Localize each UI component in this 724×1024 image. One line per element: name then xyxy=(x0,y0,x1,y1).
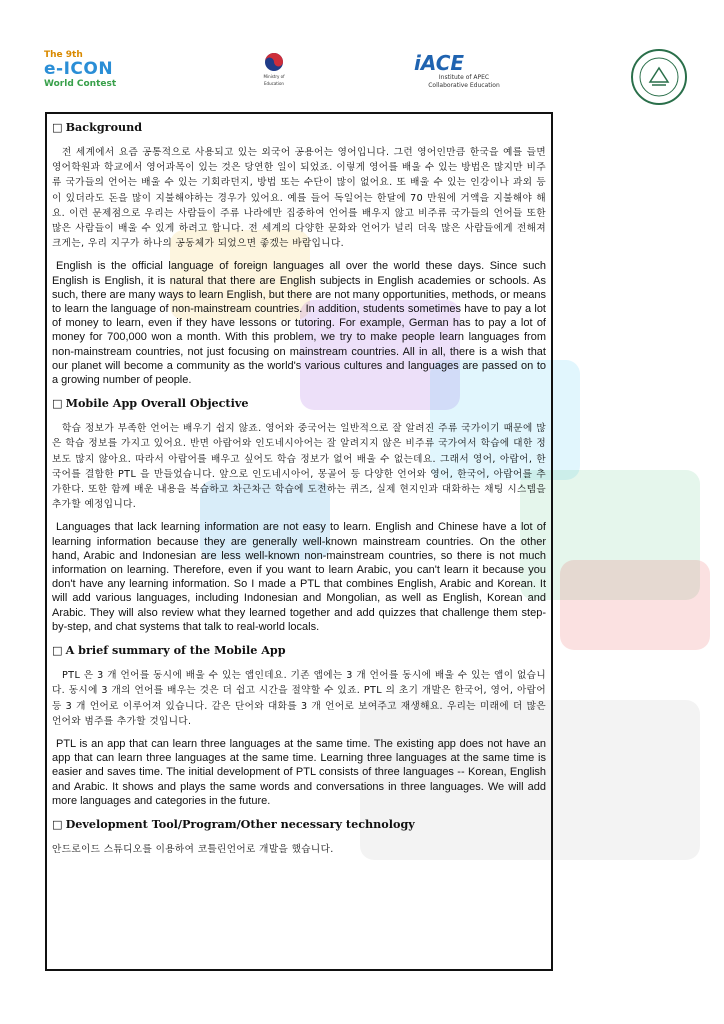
section-title-background xyxy=(52,120,546,135)
section-title-text: Background xyxy=(65,120,143,134)
moe-line1: Ministry of xyxy=(263,74,285,79)
section-title-text: Mobile App Overall Objective xyxy=(65,396,249,411)
iace-logo xyxy=(414,52,514,90)
page-header xyxy=(0,0,724,112)
background-english-text: English is the official language of foreign languages all over the world these days. Since such English is English, it is natural that there are English subjects in English academies or schools. As such, there are many ways to learn English, but there are not many opportunities, methods, or means to learn the language of non-mainstream countries. In addition, students sometimes have to pay a lot of money to learn, even if they have lessons or tutoring. For example, German has to pay a lot of money for 700,000 won a month. With this problem, we try to make people learn languages from non-mainstream countries, not just focusing on mainstream countries. All in all, there is a wish that our planet will become a community as the world's various cultures and languages are passed on to a growing number of people. xyxy=(52,260,546,387)
section-title-objective xyxy=(52,396,546,411)
background-korean-text: 전 세계에서 요즘 공통적으로 사용되고 있는 외국어 공용어는 영어입니다. 그런 영어인만큼 한국을 예를 들면 영어학원과 학교에서 영어과목이 있는 것은 당연한 일이 되었죠. 이렇게 영어를 배울 수 있는 방법은 많지만 비주류 국가들의 언어는 배울 수 있는 기회라던지, 방법 또는 수단이 많이 없어요. 또 배울 수 있는 인강이나 과외 등이 있더라도 돈을 많이 지불해야하는 경우가 있어요. 예를 들어 독일어는 한달에 70 만원에 거액을 지불해야 해요. 이런 문제점으로 우리는 사람들이 주류 나라에만 집중하여 언어를 배우지 않고 비주류 국가들의 언어들 또한 많은 사람들이 배울 수 있게 하려고 합니다. 전 세계의 다양한 문화와 언어가 널리 더욱 많은 사람들에게 전해져 크게는, 우리 지구가 하나의 공동체가 되었으면 좋겠는 바람입니다. xyxy=(52,147,546,250)
econ-logo-sub: World Contest xyxy=(44,79,117,89)
bg-shape xyxy=(560,560,710,650)
bullet-box: □ xyxy=(52,817,63,831)
section-title-dev-tools xyxy=(52,817,546,832)
university-seal-icon xyxy=(630,48,688,106)
iace-line1: Institute of APEC xyxy=(438,74,490,81)
ministry-of-education-logo xyxy=(256,52,292,86)
bullet-box: □ xyxy=(52,121,63,134)
objective-english-text: Languages that lack learning information are not easy to learn. English and Chinese have a lot of learning information because they are generally well-known mainstream countries. On the other hand, Arabic and Indonesian are less well-known non-mainstream countries, so there is not much information on learning. Therefore, even if you want to learn Arabic, you can't learn it because you don't have any learning information. So I made a PTL that combines English, Arabic and Korean. It will add various languages, including Indonesian and Mongolian, as well as English, Korean and Arabic. They will also review what they learned together and add quizzes that challenge them step-by-step, and chat systems that talk to real-world locals. xyxy=(52,521,546,633)
iace-mark: iACE xyxy=(414,51,465,75)
section-title-summary xyxy=(52,643,546,658)
taegeuk-icon xyxy=(264,52,284,72)
dev-tools-korean-text: 안드로이드 스튜디오를 이용하여 코틀린언어로 개발을 했습니다. xyxy=(52,843,334,855)
moe-line2: Education xyxy=(264,81,284,86)
bullet-box: □ xyxy=(52,644,63,658)
econ-logo-small: The 9th xyxy=(44,50,83,60)
proposal-content-box xyxy=(45,112,553,971)
bullet-box: □ xyxy=(52,397,63,411)
iace-line2: Collaborative Education xyxy=(428,82,500,89)
section-title-text: Development Tool/Program/Other necessary technology xyxy=(65,816,415,831)
econ-logo-title: e-ICON xyxy=(44,59,114,79)
summary-korean-text: PTL 은 3 개 언어를 동시에 배울 수 있는 앱인데요. 기존 앱에는 3 개 언어를 동시에 배울 수 있는 앱이 없습니다. 동시에 3 개의 언어를 배우는 것은 더 쉽고 시간을 절약할 수 있죠. PTL 의 초기 개발은 한국어, 영어, 아랍어 등 3 개 언어로 이루어져 있습니다. 같은 단어와 대화를 3 개 언어로 보여주고 재생해요. 우리는 미래에 더 많은 언어와 범주를 추가할 것입니다. xyxy=(52,670,546,727)
econ-logo xyxy=(44,50,130,102)
summary-english-text: PTL is an app that can learn three languages at the same time. The existing app does not have an app that can learn three languages at the same time. Learning three languages at the same time is easier and saves time. The initial development of PTL consists of three languages -- Korean, English and Arabic. It shows and plays the same words and conversations in three languages. We will add more languages and categories in the future. xyxy=(52,737,546,807)
objective-korean-text: 학습 정보가 부족한 언어는 배우기 쉽지 않죠. 영어와 중국어는 일반적으로 잘 알려진 주류 국가이기 때문에 많은 학습 정보를 가지고 있어요. 반면 아랍어와 인도네시아어는 잘 알려지지 않은 비주류 국가여서 학습에 대한 정보도 많지 않아요. 따라서 아랍어를 배우고 싶어도 학습 정보가 없어 배울 수 없는데요. 그래서 영어, 아랍어, 한국어를 결합한 PTL 을 만들었습니다. 앞으로 인도네시아어, 몽골어 등 다양한 언어와 영어, 한국어, 아랍어를 추가한다. 또한 함께 배운 내용을 복습하고 차근차근 학습에 도전하는 퀴즈, 실제 현지인과 대화하는 채팅 시스템을 추가할 예정입니다. xyxy=(52,423,546,511)
section-title-text: A brief summary of the Mobile App xyxy=(65,643,286,658)
